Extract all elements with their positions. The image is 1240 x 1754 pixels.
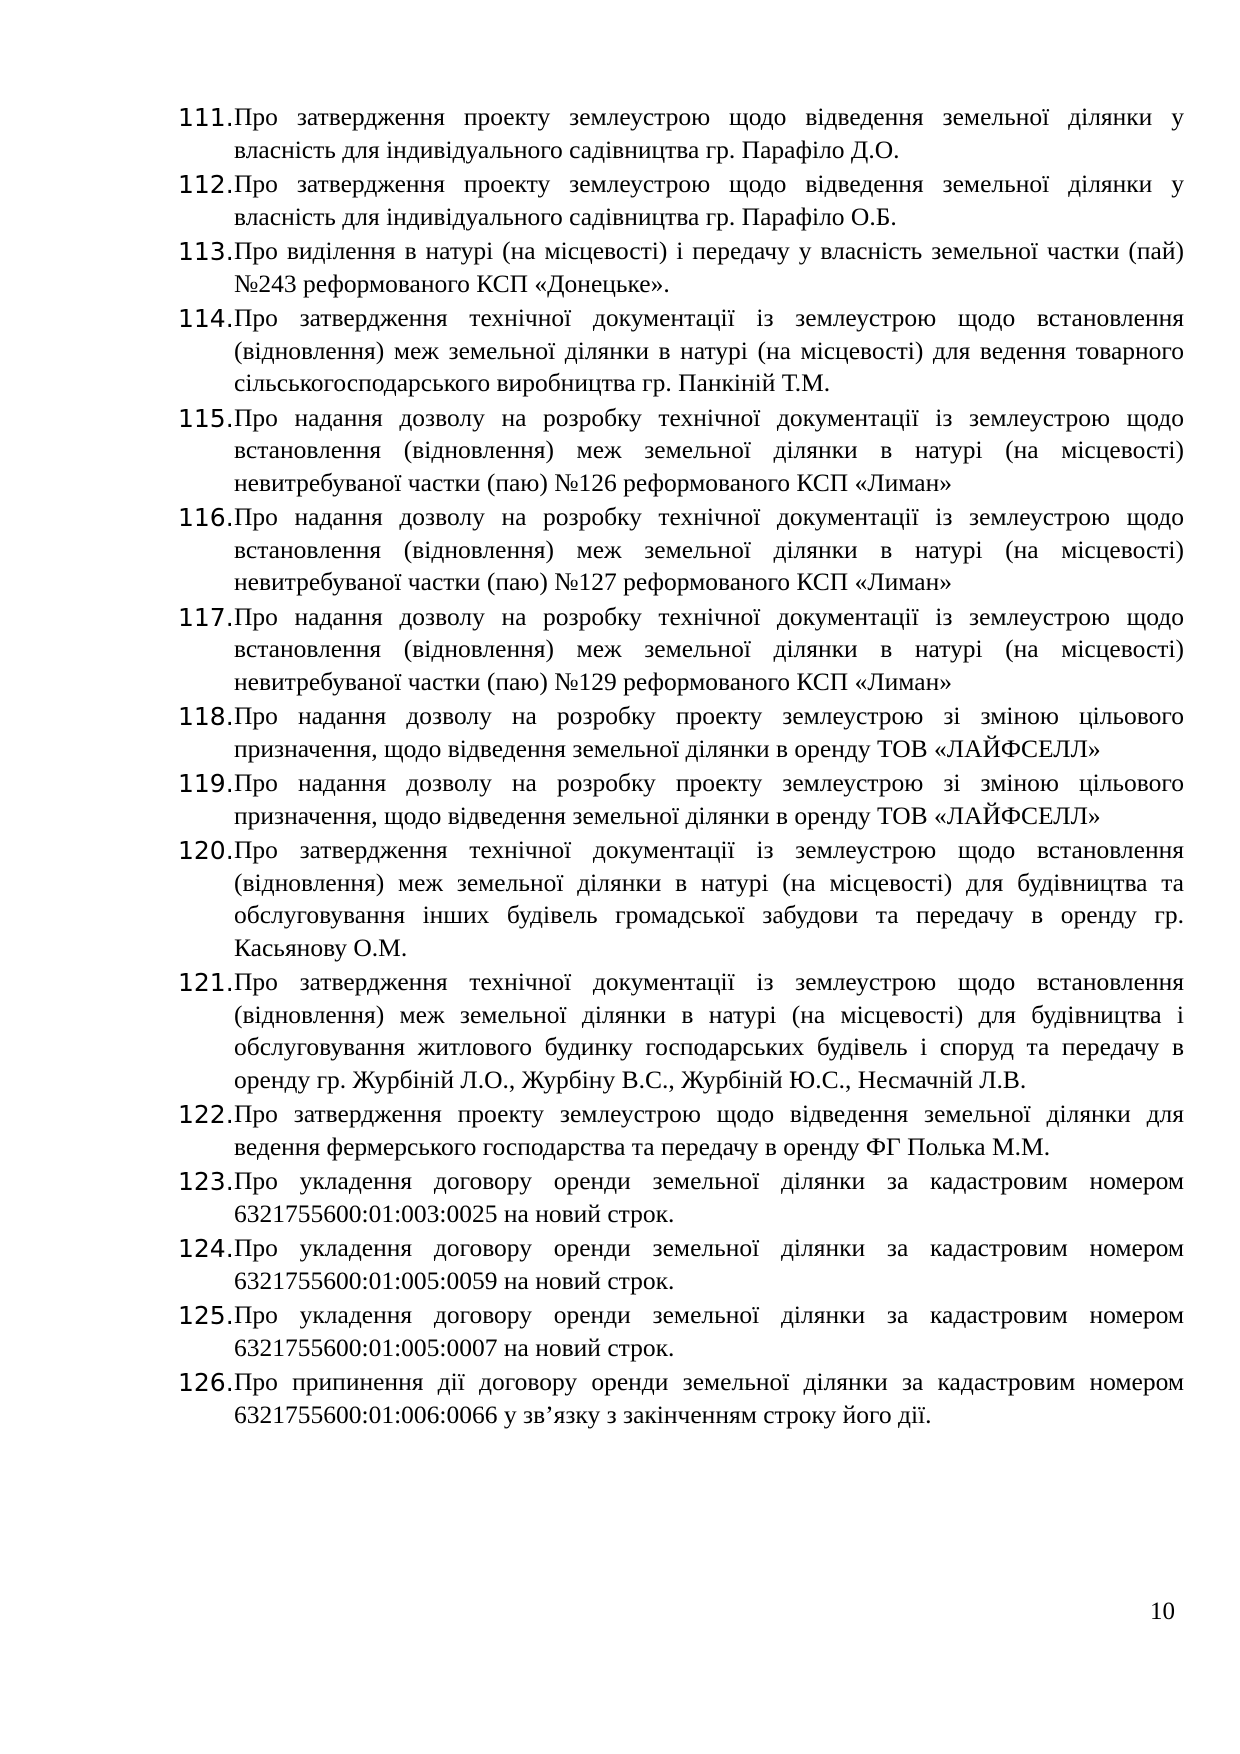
item-text: Про надання дозволу на розробку технічної документації із землеустрою щодо встановлення (відновлення) меж земельної ділянки в натурі (на місцевості) невитребуваної частки (паю) №126 реформованого КСП «Лиман» bbox=[234, 402, 1184, 497]
item-number: 122. bbox=[178, 1100, 234, 1129]
list-item bbox=[178, 235, 1184, 300]
item-number: 120. bbox=[178, 836, 234, 865]
item-number: 116. bbox=[178, 503, 234, 532]
list-item bbox=[178, 402, 1184, 500]
item-number: 121. bbox=[178, 968, 234, 997]
list-item bbox=[178, 501, 1184, 599]
item-number: 124. bbox=[178, 1234, 234, 1263]
item-number: 111. bbox=[178, 103, 234, 132]
item-text: Про укладення договору оренди земельної ділянки за кадастровим номером 6321755600:01:003:0025 на новий строк. bbox=[234, 1166, 1184, 1228]
list-item bbox=[178, 101, 1184, 166]
list-item bbox=[178, 168, 1184, 233]
item-number: 112. bbox=[178, 170, 234, 199]
item-text: Про затвердження проекту землеустрою щодо відведення земельної ділянки для ведення фермерського господарства та передачу в оренду ФГ Полька М.М. bbox=[234, 1099, 1184, 1161]
list-item bbox=[178, 302, 1184, 400]
list-item bbox=[178, 601, 1184, 699]
item-number: 114. bbox=[178, 304, 234, 333]
list-item bbox=[178, 1299, 1184, 1364]
item-number: 115. bbox=[178, 403, 234, 433]
item-number: 126. bbox=[178, 1368, 234, 1397]
item-text: Про надання дозволу на розробку проекту землеустрою зі зміною цільового призначення, щодо відведення земельної ділянки в оренду ТОВ «ЛАЙФСЕЛЛ» bbox=[234, 701, 1184, 763]
item-number: 117. bbox=[178, 602, 234, 632]
list-item bbox=[178, 1232, 1184, 1297]
list-item bbox=[178, 767, 1184, 832]
list-item bbox=[178, 1098, 1184, 1163]
item-text: Про укладення договору оренди земельної ділянки за кадастровим номером 6321755600:01:005:0059 на новий строк. bbox=[234, 1233, 1184, 1295]
item-number: 125. bbox=[178, 1301, 234, 1330]
page-number: 10 bbox=[1150, 1598, 1175, 1625]
item-text: Про припинення дії договору оренди земельної ділянки за кадастровим номером 6321755600:01:006:0066 у зв’язку з закінченням строку його дії. bbox=[234, 1367, 1184, 1429]
list-item bbox=[178, 1165, 1184, 1230]
item-text: Про надання дозволу на розробку технічної документації із землеустрою щодо встановлення (відновлення) меж земельної ділянки в натурі (на місцевості) невитребуваної частки (паю) №129 реформованого КСП «Лиман» bbox=[234, 601, 1184, 696]
item-text: Про затвердження технічної документації із землеустрою щодо встановлення (відновлення) меж земельної ділянки в натурі (на місцевості) для будівництва та обслуговування інших будівель громадської забудови та передачу в оренду гр. Касьянову О.М. bbox=[234, 835, 1184, 962]
item-number: 118. bbox=[178, 702, 234, 731]
list-item bbox=[178, 834, 1184, 964]
item-text: Про затвердження проекту землеустрою щодо відведення земельної ділянки у власність для індивідуального садівництва гр. Парафіло Д.О. bbox=[234, 102, 1184, 164]
item-text: Про затвердження технічної документації із землеустрою щодо встановлення (відновлення) меж земельної ділянки в натурі (на місцевості) для будівництва і обслуговування житлового будинку господарських будівель і споруд та передачу в оренду гр. Журбіній Л.О., Журбіну В.С., Журбіній Ю.С., Несмачній Л.В. bbox=[234, 967, 1184, 1094]
item-number: 113. bbox=[178, 237, 234, 266]
list-item bbox=[178, 1366, 1184, 1431]
item-text: Про затвердження технічної документації із землеустрою щодо встановлення (відновлення) меж земельної ділянки в натурі (на місцевості) для ведення товарного сільськогосподарського виробництва гр. Панкіній Т.М. bbox=[234, 303, 1184, 397]
item-text: Про надання дозволу на розробку технічної документації із землеустрою щодо встановлення (відновлення) меж земельної ділянки в натурі (на місцевості) невитребуваної частки (паю) №127 реформованого КСП «Лиман» bbox=[234, 502, 1184, 596]
item-text: Про затвердження проекту землеустрою щодо відведення земельної ділянки у власність для індивідуального садівництва гр. Парафіло О.Б. bbox=[234, 169, 1184, 231]
list-item bbox=[178, 700, 1184, 765]
item-text: Про укладення договору оренди земельної ділянки за кадастровим номером 6321755600:01:005:0007 на новий строк. bbox=[234, 1300, 1184, 1362]
item-number: 119. bbox=[178, 769, 234, 798]
agenda-list bbox=[178, 101, 1184, 1433]
item-number: 123. bbox=[178, 1167, 234, 1196]
item-text: Про виділення в натурі (на місцевості) і передачу у власність земельної частки (пай) №243 реформованого КСП «Донецьке». bbox=[234, 236, 1184, 298]
list-item bbox=[178, 966, 1184, 1096]
item-text: Про надання дозволу на розробку проекту землеустрою зі зміною цільового призначення, щодо відведення земельної ділянки в оренду ТОВ «ЛАЙФСЕЛЛ» bbox=[234, 768, 1184, 830]
